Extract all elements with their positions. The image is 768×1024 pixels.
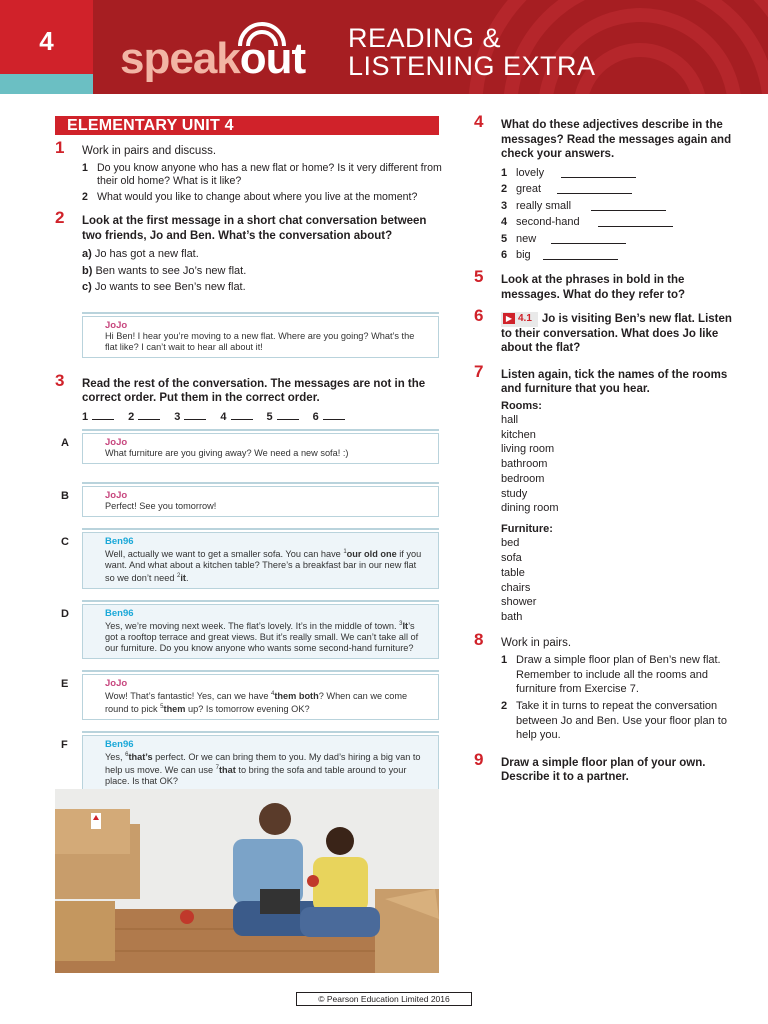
exercise-6 xyxy=(474,306,744,356)
reference-number: 6 xyxy=(125,751,129,758)
left-column xyxy=(55,116,443,792)
chat-username: Ben96 xyxy=(105,738,134,750)
chat-text xyxy=(105,501,428,512)
text-fragment: What furniture are you giving away? We need a new sofa! :) xyxy=(105,447,349,458)
adjective-item: 1 lovely xyxy=(501,165,744,182)
text-fragment: . xyxy=(186,572,189,583)
item-text: Do you know anyone who has a new flat or home? Is it very different from their old home? What is it like? xyxy=(97,161,442,187)
exercise-number: 5 xyxy=(474,267,484,287)
speakout-logo xyxy=(120,34,305,84)
chat-message-d xyxy=(61,604,439,659)
room-item[interactable]: dining room xyxy=(501,502,559,515)
chat-text: Hi Ben! I hear you’re moving to a new flat. Where are you going? What’s the flat like? I can’t wait to hear all about it! xyxy=(105,330,415,352)
chat-text xyxy=(105,689,428,715)
chat-message-b xyxy=(61,486,439,517)
bold-phrase: our old one xyxy=(346,548,397,559)
chat-username: JoJo xyxy=(105,319,128,331)
answer-blank[interactable] xyxy=(591,210,666,211)
item-text: What would you like to change about where you live at the moment? xyxy=(97,190,418,203)
item-number: 1 xyxy=(82,161,88,174)
bold-phrase: that xyxy=(219,764,236,775)
logo-out: out xyxy=(239,34,306,83)
exercise-number: 8 xyxy=(474,629,484,649)
text-fragment: Wow! That’s fantastic! Yes, can we have xyxy=(105,690,271,701)
exercise-7 xyxy=(474,361,744,625)
bold-phrase: them xyxy=(163,703,186,714)
option-b: b) Ben wants to see Jo’s new flat. xyxy=(82,264,247,277)
list-item: 2 Take it in turns to repeat the conversation between Jo and Ben. Use your floor plan to help you. xyxy=(501,699,727,742)
message-letter: C xyxy=(61,535,69,548)
exercise-title: Read the rest of the conversation. The messages are not in the correct order. Put them in the correct order. xyxy=(82,377,426,404)
answer-blank[interactable] xyxy=(561,177,636,178)
chat-messages xyxy=(55,433,443,792)
text-fragment: Well, actually we want to get a smaller sofa. You can have xyxy=(105,548,344,559)
room-item[interactable]: hall xyxy=(501,414,519,427)
logo-speak: speak xyxy=(120,34,240,83)
bold-phrase: It xyxy=(402,620,409,631)
chat-username: JoJo xyxy=(105,677,128,689)
exercise-title: Work in pairs. xyxy=(501,636,572,649)
reference-number: 5 xyxy=(160,703,164,710)
answer-blank[interactable] xyxy=(138,410,160,420)
title-line-2: LISTENING EXTRA xyxy=(348,51,596,81)
answer-blank[interactable] xyxy=(184,410,206,420)
list-item: 1 Draw a simple floor plan of Ben’s new flat. Remember to include all the rooms and furniture from Exercise 7. xyxy=(501,654,721,696)
text-fragment: up? Is tomorrow evening OK? xyxy=(185,703,310,714)
message-letter: D xyxy=(61,607,69,620)
order-answer-row: 1 2 3 4 5 6 xyxy=(82,410,443,423)
text-fragment: ? When can we come round to pick xyxy=(105,690,408,714)
section-title xyxy=(348,24,596,80)
message-letter: E xyxy=(61,677,69,690)
chat-text xyxy=(105,619,428,654)
answer-blank[interactable] xyxy=(231,410,253,420)
chat-message-e xyxy=(61,674,439,720)
exercise-3 xyxy=(55,370,443,406)
furniture-item[interactable]: table xyxy=(501,566,525,579)
reference-number: 1 xyxy=(343,548,347,555)
room-item[interactable]: study xyxy=(501,487,528,500)
text-fragment: ’s got a rooftop terrace and great views. But it’s really small. We can’t take all of our furniture. Do you know anyone who wants some second-hand furniture? xyxy=(105,620,419,653)
exercise-2 xyxy=(55,208,443,296)
list-item xyxy=(82,162,443,189)
furniture-heading: Furniture: xyxy=(501,522,553,535)
chat-username: JoJo xyxy=(105,436,128,448)
furniture-item[interactable]: bath xyxy=(501,611,523,623)
room-item[interactable]: kitchen xyxy=(501,428,536,441)
exercise-4 xyxy=(474,112,744,264)
text-fragment: Yes, we’re moving next week. The flat’s lovely. It’s in the middle of town. xyxy=(105,620,400,631)
exercise-title: What do these adjectives describe in the messages? Read the messages again and check your answers. xyxy=(501,119,732,160)
chat-username: JoJo xyxy=(105,489,128,501)
text-fragment: Perfect! See you tomorrow! xyxy=(105,500,217,511)
copyright-footer: © Pearson Education Limited 2016 xyxy=(296,992,472,1006)
answer-blank[interactable] xyxy=(557,193,632,194)
chat-message-c xyxy=(61,532,439,589)
exercise-number: 4 xyxy=(474,112,484,131)
exercise-5 xyxy=(474,267,744,302)
reference-number: 4 xyxy=(270,690,275,697)
option-c: c) Jo wants to see Ben’s new flat. xyxy=(82,281,246,293)
exercise-title: ▶ 4.1 Jo is visiting Ben’s new flat. Listen to their conversation. What does Jo like about the flat? xyxy=(501,313,732,355)
exercise-9 xyxy=(474,749,744,785)
exercise-number: 2 xyxy=(55,208,65,227)
exercise-1 xyxy=(55,138,443,204)
answer-blank[interactable] xyxy=(277,410,299,420)
reference-number: 7 xyxy=(215,764,219,771)
answer-blank[interactable] xyxy=(551,243,626,244)
rooms-list xyxy=(501,413,744,516)
exercise-number: 6 xyxy=(474,306,484,326)
list-item xyxy=(82,191,443,205)
bold-phrase: it xyxy=(180,572,186,583)
exercise-8 xyxy=(474,629,744,743)
exercise-number: 7 xyxy=(474,361,484,381)
unit-banner: ELEMENTARY UNIT 4 xyxy=(55,116,439,135)
chat-username: Ben96 xyxy=(105,607,134,619)
exercise-title: Work in pairs and discuss. xyxy=(82,145,217,157)
furniture-item[interactable]: sofa xyxy=(501,552,522,565)
reference-number: 3 xyxy=(399,620,403,627)
chat-message-f xyxy=(61,735,439,792)
answer-blank[interactable] xyxy=(92,410,114,420)
answer-blank[interactable] xyxy=(323,410,345,420)
text-fragment: Yes, xyxy=(105,751,126,762)
furniture-list xyxy=(501,536,744,624)
chat-text xyxy=(105,448,428,459)
right-column xyxy=(474,112,744,785)
audio-track-badge[interactable] xyxy=(501,312,538,327)
chat-message-intro xyxy=(82,316,439,358)
furniture-item[interactable]: chairs xyxy=(501,581,531,594)
exercise-number: 1 xyxy=(55,138,65,157)
exercise-number: 9 xyxy=(474,749,484,769)
title-line-1: READING & xyxy=(348,23,502,53)
audio-track-number: 4.1 xyxy=(518,313,532,325)
adjective-item: 4 second-hand xyxy=(501,214,744,231)
rooms-heading: Rooms: xyxy=(501,399,542,412)
couple-with-boxes-photo xyxy=(55,789,439,973)
bold-phrase: them both xyxy=(274,690,319,701)
room-item[interactable]: living room xyxy=(501,443,555,456)
answer-blank[interactable] xyxy=(598,226,673,227)
chat-text xyxy=(105,547,428,584)
item-number: 2 xyxy=(82,190,88,203)
text-fragment: to bring the sofa and table around to your place. Is that OK? xyxy=(105,764,407,786)
bold-phrase: that’s xyxy=(128,751,153,762)
furniture-item[interactable]: bed xyxy=(501,537,520,550)
furniture-item[interactable]: shower xyxy=(501,596,537,609)
message-letter: A xyxy=(61,436,69,449)
message-letter: B xyxy=(61,489,69,502)
text-fragment: perfect. Or we can bring them to you. My dad’s hiring a big van to help us move. We can use xyxy=(105,751,421,775)
chat-username: Ben96 xyxy=(105,535,134,547)
room-item[interactable]: bathroom xyxy=(501,458,548,471)
option-a: a) Jo has got a new flat. xyxy=(82,248,199,260)
play-icon: ▶ xyxy=(503,313,515,324)
unit-number: 4 xyxy=(39,26,54,56)
unit-strip xyxy=(0,74,93,94)
text-fragment: if you want. And what about a kitchen table? There’s a breakfast bar in our new flat so we don’t need xyxy=(105,548,422,583)
adjective-item: 5 new xyxy=(501,231,744,248)
chat-text xyxy=(105,750,428,787)
message-letter: F xyxy=(61,738,68,751)
room-item[interactable]: bedroom xyxy=(501,472,545,485)
chat-message-a xyxy=(61,433,439,464)
exercise-title: Listen again, tick the names of the rooms and furniture that you hear. xyxy=(501,368,728,396)
exercise-title: Look at the first message in a short chat conversation between two friends, Jo and Ben. What’s the conversation about? xyxy=(82,215,427,242)
adjective-item: 3 really small xyxy=(501,198,744,215)
exercise-title: Look at the phrases in bold in the messages. What do they refer to? xyxy=(501,274,686,301)
header-banner xyxy=(0,0,768,94)
answer-blank[interactable] xyxy=(543,259,618,260)
adjective-item: 2 great xyxy=(501,181,744,198)
reference-number: 2 xyxy=(177,572,181,579)
exercise-title: Draw a simple floor plan of your own. Describe it to a partner. xyxy=(501,756,706,784)
adjective-item: 6 big xyxy=(501,247,744,264)
exercise-number: 3 xyxy=(55,370,65,390)
